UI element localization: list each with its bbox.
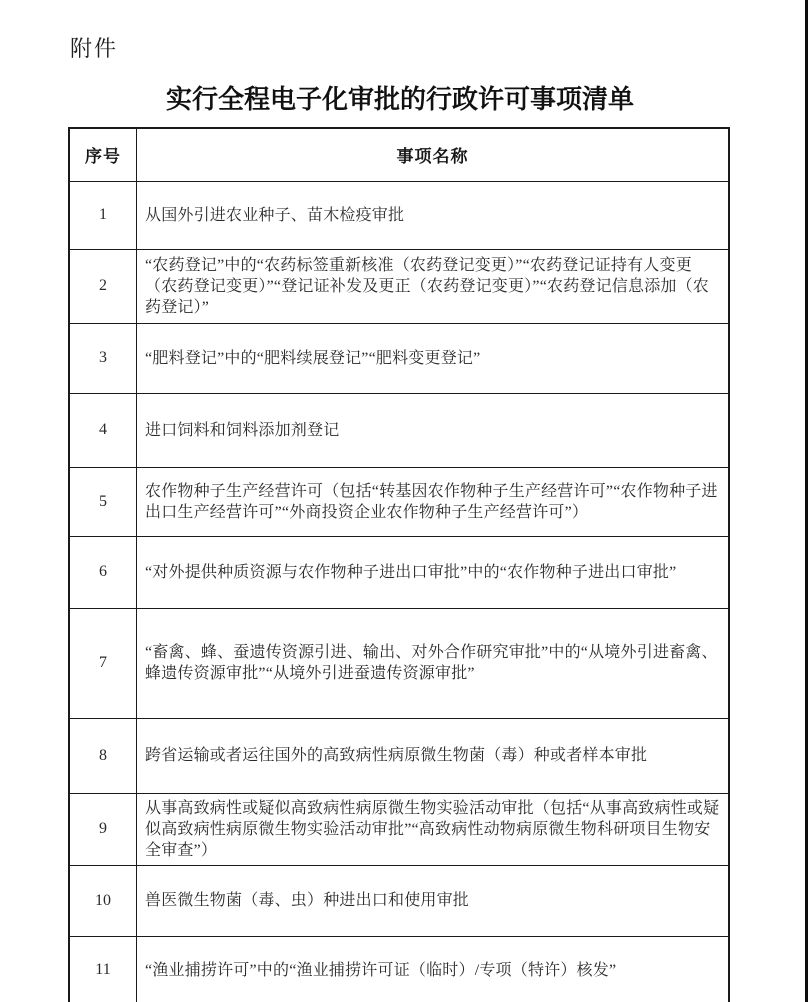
row-item-name: “肥料登记”中的“肥料续展登记”“肥料变更登记” — [137, 323, 730, 393]
row-index: 3 — [69, 323, 137, 393]
column-header-index: 序号 — [69, 128, 137, 181]
row-index: 9 — [69, 793, 137, 865]
row-item-name: “对外提供种质资源与农作物种子进出口审批”中的“农作物种子进出口审批” — [137, 536, 730, 608]
row-item-name: “畜禽、蜂、蚕遗传资源引进、输出、对外合作研究审批”中的“从境外引进畜禽、蜂遗传资源审批”“从境外引进蚕遗传资源审批” — [137, 608, 730, 718]
table-row — [69, 718, 729, 793]
table-row — [69, 865, 729, 936]
row-index: 7 — [69, 608, 137, 718]
row-index: 4 — [69, 393, 137, 467]
row-index: 5 — [69, 467, 137, 536]
row-index: 1 — [69, 181, 137, 249]
row-index: 11 — [69, 936, 137, 1002]
row-index: 6 — [69, 536, 137, 608]
page-title: 实行全程电子化审批的行政许可事项清单 — [165, 85, 634, 114]
table-row — [69, 181, 729, 249]
row-item-name: “渔业捕捞许可”中的“渔业捕捞许可证（临时）/专项（特许）核发” — [137, 936, 730, 1002]
row-index: 2 — [69, 249, 137, 323]
column-header-name: 事项名称 — [137, 128, 730, 181]
table-row — [69, 608, 729, 718]
row-item-name: 进口饲料和饲料添加剂登记 — [137, 393, 730, 467]
row-item-name: “农药登记”中的“农药标签重新核准（农药登记变更）”“农药登记证持有人变更（农药登记变更）”“登记证补发及更正（农药登记变更）”“农药登记信息添加（农药登记）” — [137, 249, 730, 323]
row-item-name: 从国外引进农业种子、苗木检疫审批 — [137, 181, 730, 249]
row-item-name: 兽医微生物菌（毒、虫）种进出口和使用审批 — [137, 865, 730, 936]
row-item-name: 从事高致病性或疑似高致病性病原微生物实验活动审批（包括“从事高致病性或疑似高致病性病原微生物实验活动审批”“高致病性动物病原微生物科研项目生物安全审查”） — [137, 793, 730, 865]
row-item-name: 农作物种子生产经营许可（包括“转基因农作物种子生产经营许可”“农作物种子进出口生产经营许可”“外商投资企业农作物种子生产经营许可”） — [137, 467, 730, 536]
approval-items-table — [68, 127, 730, 1002]
row-index: 10 — [69, 865, 137, 936]
row-item-name: 跨省运输或者运往国外的高致病性病原微生物菌（毒）种或者样本审批 — [137, 718, 730, 793]
table-body — [69, 181, 729, 1002]
table-row — [69, 936, 729, 1002]
table-header-row — [69, 128, 729, 181]
row-index: 8 — [69, 718, 137, 793]
table-row — [69, 249, 729, 323]
table-row — [69, 323, 729, 393]
table-row — [69, 467, 729, 536]
table-row — [69, 793, 729, 865]
table-row — [69, 536, 729, 608]
table-row — [69, 393, 729, 467]
attachment-label: 附件 — [70, 36, 119, 61]
